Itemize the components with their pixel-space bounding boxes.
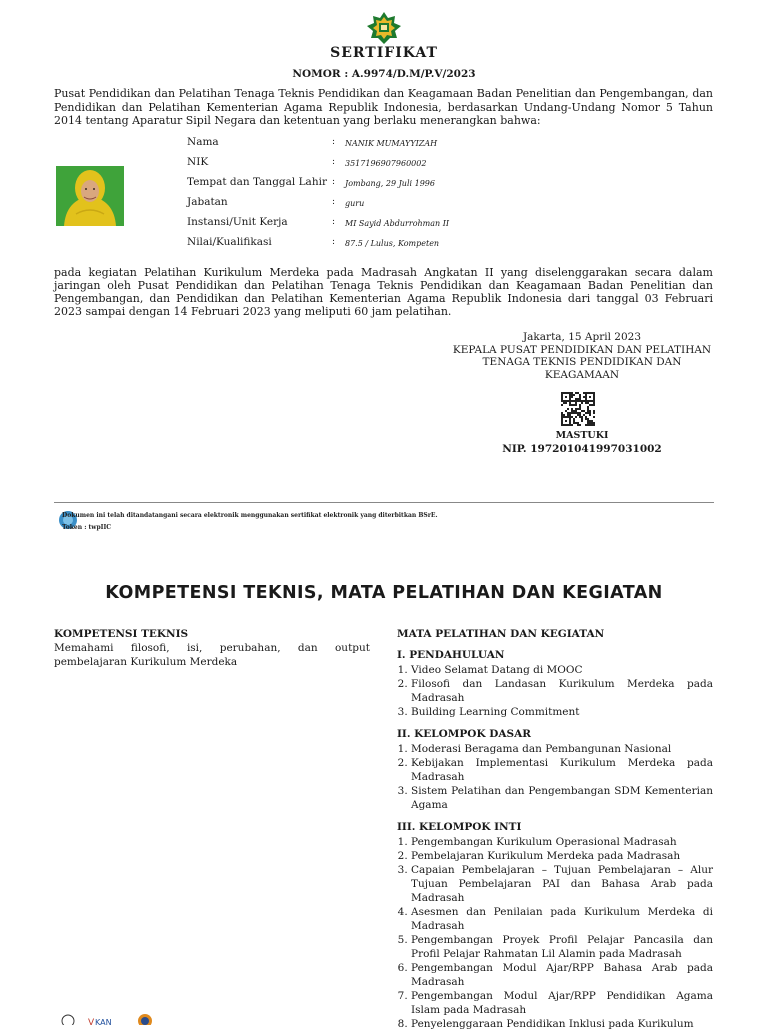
field-value-score: 87.5 / Lulus, Kompeten	[345, 239, 440, 248]
section-title: I. PENDAHULUAN	[397, 649, 505, 661]
partner-logo-icon	[138, 1014, 152, 1025]
kemenag-emblem-logo	[366, 11, 402, 45]
field-label-birth: Tempat dan Tanggal Lahir	[187, 176, 327, 188]
subjects-title: MATA PELATIHAN DAN KEGIATAN	[397, 628, 605, 640]
field-label-nik: NIK	[187, 156, 209, 168]
field-value-name: NANIK MUMAYYIZAH	[345, 139, 438, 148]
list-item: 4. Asesmen dan Penilaian pada Kurikulum Merdeka di Madrasah	[411, 905, 713, 933]
field-value-nik: 3517196907960002	[345, 159, 427, 168]
list-item: 2. Filosofi dan Landasan Kurikulum Merdeka pada Madrasah	[411, 677, 713, 705]
field-label-score: Nilai/Kualifikasi	[187, 236, 272, 248]
signer-name: MASTUKI	[555, 430, 609, 441]
footer-logos	[56, 1010, 166, 1024]
list-item: 1. Pengembangan Kurikulum Operasional Madrasah	[411, 835, 713, 849]
field-row-name	[187, 136, 727, 156]
sign-position-line: TENAGA TEKNIS PENDIDIKAN DAN	[482, 356, 682, 368]
competency-heading: KOMPETENSI TEKNIS, MATA PELATIHAN DAN KEGIATAN	[105, 583, 663, 603]
sign-place-date: Jakarta, 15 April 2023	[522, 331, 642, 343]
certificate-number: NOMOR : A.9974/D.M/P.V/2023	[292, 68, 476, 80]
section-list	[397, 835, 713, 1031]
svg-text:KAN: KAN	[95, 1018, 112, 1025]
field-label-name: Nama	[187, 136, 219, 148]
competency-description: Memahami filosofi, isi, perubahan, dan output pembelajaran Kurikulum Merdeka	[54, 642, 370, 668]
field-label-institution: Instansi/Unit Kerja	[187, 216, 288, 228]
field-colon: :	[332, 137, 336, 147]
section-title: III. KELOMPOK INTI	[397, 821, 522, 833]
intro-paragraph: Pusat Pendidikan dan Pelatihan Tenaga Teknis Pendidikan dan Keagamaan Badan Penelitian dan Pengembangan, dan Pendidikan dan Pelatihan Kementerian Agama Republik Indonesia, berdasarkan Undang-Undang Nomor 5 Tahun 2014 tentang Aparatur Sipil Negara dan ketentuan yang berlaku menerangkan bahwa:	[54, 87, 713, 127]
field-colon: :	[332, 157, 336, 167]
field-row-position	[187, 196, 727, 216]
body-paragraph: pada kegiatan Pelatihan Kurikulum Merdeka pada Madrasah Angkatan II yang diselenggarakan secara dalam jaringan oleh Pusat Pendidikan dan Pelatihan Tenaga Teknis Pendidikan dan Keagamaan Badan Penelitian dan Pengembangan, dan Pendidikan dan Pelatihan Kementerian Agama Republik Indonesia dari tanggal 03 Februari 2023 sampai dengan 14 Februari 2023 yang meliputi 60 jam pelatihan.	[54, 266, 713, 318]
qr-code-icon	[561, 392, 595, 426]
signer-nip: NIP. 197201041997031002	[502, 443, 662, 455]
field-row-score	[187, 236, 727, 256]
signature-block	[432, 331, 732, 381]
field-colon: :	[332, 177, 336, 187]
field-colon: :	[332, 237, 336, 247]
list-item: 1. Video Selamat Datang di MOOC	[411, 663, 713, 677]
list-item: 3. Capaian Pembelajaran – Tujuan Pembelajaran – Alur Tujuan Pembelajaran PAI dan Bahasa Arab pada Madrasah	[411, 863, 713, 905]
sign-position-line: KEAGAMAAN	[544, 368, 620, 381]
list-item: 3. Sistem Pelatihan dan Pengembangan SDM Kementerian Agama	[411, 784, 713, 812]
list-item: 8. Penyelenggaraan Pendidikan Inklusi pada Kurikulum	[411, 1017, 713, 1031]
field-value-institution: MI Sayid Abdurrohman II	[345, 219, 450, 228]
field-colon: :	[332, 217, 336, 227]
certificate-title: SERTIFIKAT	[330, 45, 438, 61]
e-signature-note: Dokumen ini telah ditandatangani secara elektronik menggunakan sertifikat elektronik yang diterbitkan BSrE.	[62, 512, 438, 519]
list-item: 2. Kebijakan Implementasi Kurikulum Merdeka pada Madrasah	[411, 756, 713, 784]
section-title: II. KELOMPOK DASAR	[397, 728, 531, 740]
divider	[54, 502, 714, 503]
list-item: 5. Pengembangan Proyek Profil Pelajar Pancasila dan Profil Pelajar Rahmatan Lil Alamin pada Madrasah	[411, 933, 713, 961]
training-subjects-column	[397, 628, 713, 1031]
field-value-position: guru	[345, 199, 365, 208]
field-value-birth: Jombang, 29 Juli 1996	[345, 179, 435, 188]
participant-photo	[56, 166, 124, 226]
section-list	[397, 742, 713, 812]
participant-fields	[187, 136, 727, 256]
field-row-nik	[187, 156, 727, 176]
sign-position-line: KEPALA PUSAT PENDIDIKAN DAN PELATIHAN	[452, 343, 712, 356]
list-item: 3. Building Learning Commitment	[411, 705, 713, 719]
token-text: Token : twpIIC	[62, 524, 112, 531]
section-list	[397, 663, 713, 719]
competency-title: KOMPETENSI TEKNIS	[54, 628, 189, 640]
list-item: 2. Pembelajaran Kurikulum Merdeka pada Madrasah	[411, 849, 713, 863]
field-colon: :	[332, 197, 336, 207]
list-item: 7. Pengembangan Modul Ajar/RPP Pendidikan Agama Islam pada Madrasah	[411, 989, 713, 1017]
field-label-position: Jabatan	[187, 196, 228, 208]
svg-text:V: V	[88, 1018, 95, 1025]
competency-left-column	[54, 628, 370, 669]
field-row-institution	[187, 216, 727, 236]
list-item: 1. Moderasi Beragama dan Pembangunan Nasional	[411, 742, 713, 756]
list-item: 6. Pengembangan Modul Ajar/RPP Bahasa Arab pada Madrasah	[411, 961, 713, 989]
field-row-birth	[187, 176, 727, 196]
